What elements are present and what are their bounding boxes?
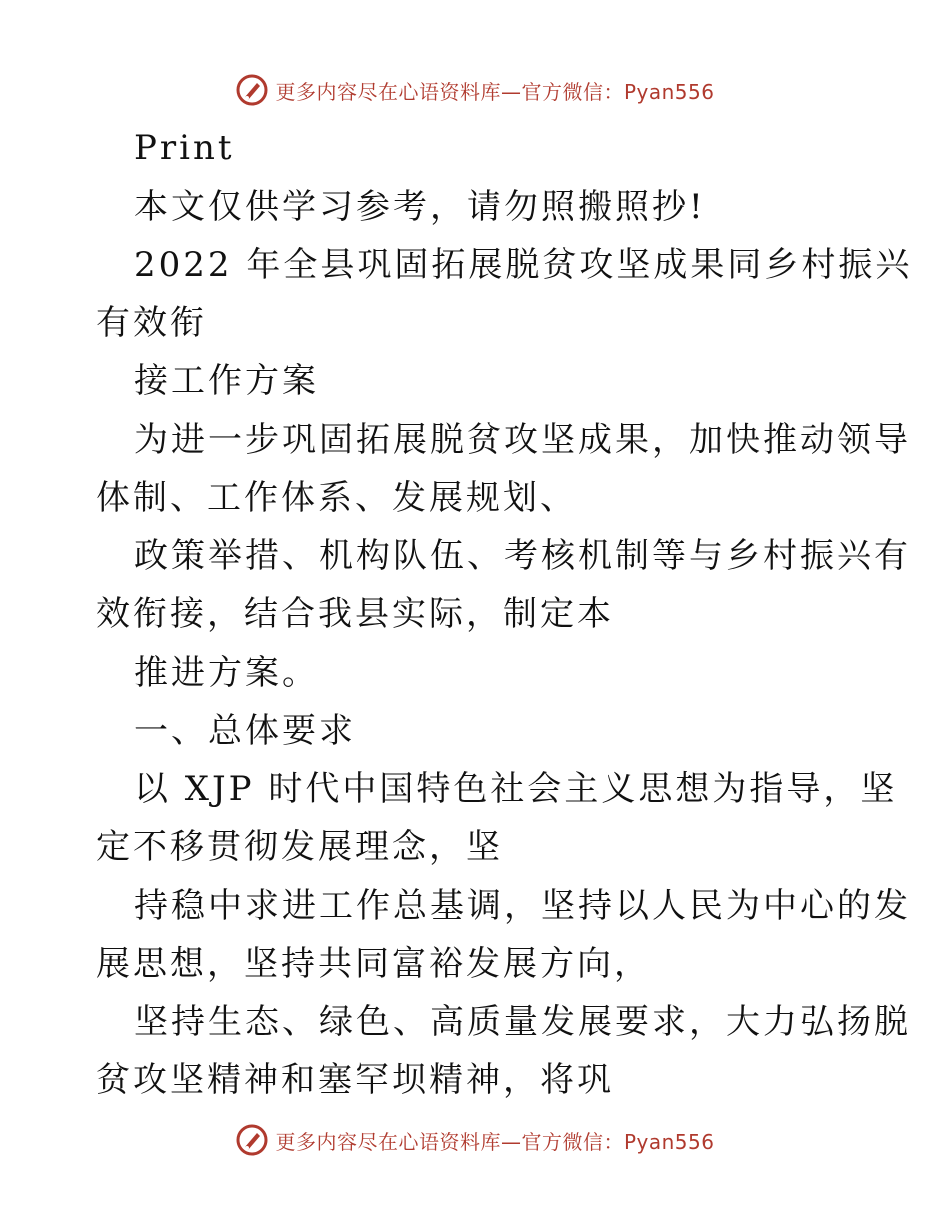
doc-line-title-3: 接工作方案 <box>134 361 319 401</box>
header-banner <box>0 70 950 110</box>
doc-line-para1-1: 为进一步巩固拓展脱贫攻坚成果，加快推动领导 <box>134 420 911 460</box>
doc-line-para2-6: 贫攻坚精神和塞罕坝精神，将巩 <box>96 1060 614 1100</box>
doc-line-para1-2: 体制、工作体系、发展规划、 <box>96 478 577 518</box>
doc-line-para2-1: 以 XJP 时代中国特色社会主义思想为指导，坚 <box>134 769 898 809</box>
doc-line-para1-5: 推进方案。 <box>134 653 319 693</box>
doc-line-para1-3: 政策举措、机构队伍、考核机制等与乡村振兴有 <box>134 536 911 576</box>
pen-nib-logo-icon <box>235 1123 269 1157</box>
footer-banner-text: 更多内容尽在心语资料库—官方微信：Pyan556 <box>275 1129 715 1154</box>
doc-line-title-2: 有效衔 <box>96 303 207 343</box>
doc-line-disclaimer: 本文仅供学习参考，请勿照搬照抄! <box>134 187 706 227</box>
doc-line-para2-4: 展思想，坚持共同富裕发展方向， <box>96 944 651 984</box>
footer-banner <box>0 1120 950 1160</box>
doc-line-print: Print <box>134 128 235 168</box>
doc-line-para2-5: 坚持生态、绿色、高质量发展要求，大力弘扬脱 <box>134 1002 911 1042</box>
doc-line-para2-2: 定不移贯彻发展理念，坚 <box>96 827 503 867</box>
doc-line-para1-4: 效衔接，结合我县实际，制定本 <box>96 594 614 634</box>
doc-line-heading-1: 一、总体要求 <box>134 711 356 751</box>
doc-line-title-1: 2022 年全县巩固拓展脱贫攻坚成果同乡村振兴 <box>134 245 913 285</box>
header-banner-text: 更多内容尽在心语资料库—官方微信：Pyan556 <box>275 79 715 104</box>
pen-nib-logo-icon <box>235 73 269 107</box>
doc-line-para2-3: 持稳中求进工作总基调，坚持以人民为中心的发 <box>134 886 911 926</box>
